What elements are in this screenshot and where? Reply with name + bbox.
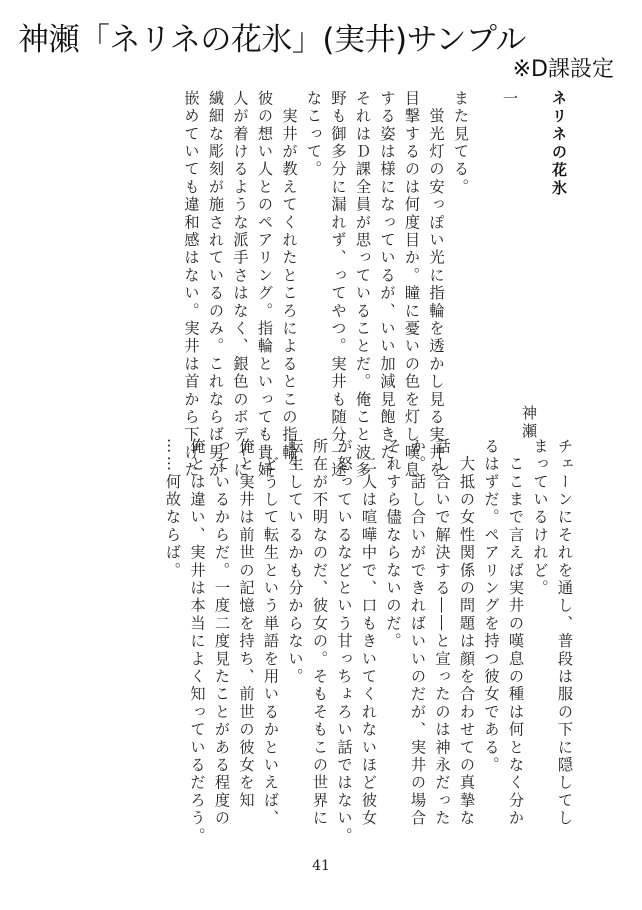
- page-header: [0, 0, 642, 82]
- body-text-lower: チェーンにそれを通し、普段は服の下に隠してし まっているけれど。 ここまで言えば実井の嘆息の種は何となく分か るはずだ。ペアリングを持つ彼女である。 大抵の女性関係の問題は顔を合わせての真摯な 話し合いで解決する――と宣ったのは神永だった か。話し合いができればいいのだが、実井の場合 それすら儘ならないのだ。 二人は喧嘩中で、口もきいてくれないほど彼女 が怒っているなどという甘っちょろい話ではない。 所在が不明なのだ、彼女の。そもそもこの世界に 転生しているかも分からない。 どうして転生という単語を用いるかといえば、 俺と実井は前世の記憶を持ち、前世の彼女を知 っているからだ。一度二度見たことがある程度の 俺とは違い、実井は本当によく知っているだろう。 ……何故ならば。: [164, 438, 574, 846]
- page-number: 41: [312, 858, 330, 874]
- sample-title: 神瀬「ネリネの花氷」(実井)サンプル: [18, 22, 526, 58]
- author-name: 神瀬: [520, 405, 538, 441]
- setting-note: ※D課設定: [512, 57, 614, 82]
- body-text-upper: 一 また見てる。 蛍光灯の安っぽい光に指輪を透かし見る実井を 目撃するのは何度目か。瞳に憂いの色を灯し嘆息 する姿は様になっているが、いい加減見飽きた。 それはＤ課全員が思っていることだ。俺こと波多 野も御多分に漏れず、ってやつ。実井も随分一途 なこって。 実井が教えてくれたところによるとこの指輪、 彼の想い人とのペアリング。指輪といっても貴婦 人が着けるような派手さはなく、銀色のボディに 繊細な彫刻が施されているのみ。これならば男が 嵌めていても違和感はない。実井は首から下げた: [182, 90, 519, 480]
- chapter-title: ネリネの花氷: [550, 90, 568, 198]
